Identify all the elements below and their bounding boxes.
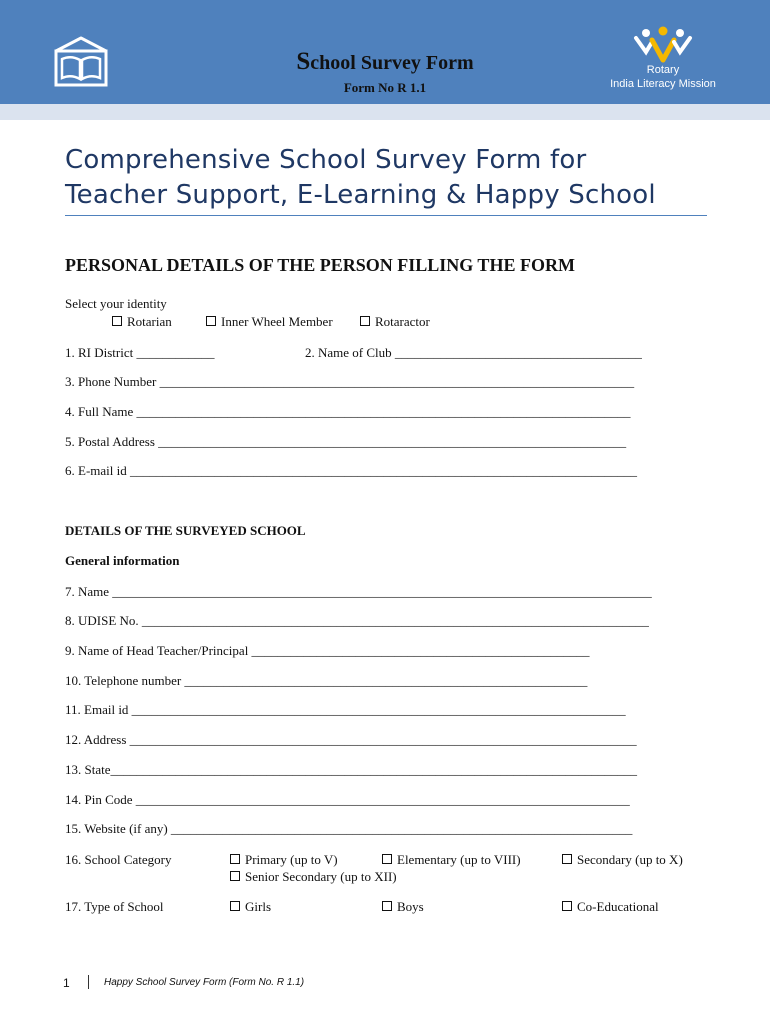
address-field[interactable]: 12. Address ______________________________________________________________________________ [65,732,637,747]
state-field[interactable]: 13. State_________________________________________________________________________________ [65,762,637,777]
option-rotarian[interactable]: Rotarian [112,314,172,330]
title-line-2: Teacher Support, E-Learning & Happy School [65,180,656,210]
option-rotaractor[interactable]: Rotaractor [360,314,430,330]
option-senior-secondary[interactable]: Senior Secondary (up to XII) [230,869,397,885]
ri-district-field[interactable]: 1. RI District ____________ [65,345,215,360]
option-girls[interactable]: Girls [230,899,271,915]
footer-divider [88,975,89,989]
personal-details-heading: PERSONAL DETAILS OF THE PERSON FILLING THE FORM [65,255,575,275]
email-field[interactable]: 6. E-mail id ______________________________________________________________________________ [65,463,637,478]
option-co-educational[interactable]: Co-Educational [562,899,659,915]
checkbox-icon[interactable] [562,854,572,864]
option-inner-wheel[interactable]: Inner Wheel Member [206,314,333,330]
checkbox-icon[interactable] [206,316,216,326]
option-boys[interactable]: Boys [382,899,424,915]
identity-label: Select your identity [65,296,167,311]
club-name-field[interactable]: 2. Name of Club ______________________________________ [305,345,642,360]
phone-field[interactable]: 3. Phone Number _________________________________________________________________________ [65,374,635,389]
title-line-1: Comprehensive School Survey Form for [65,145,587,175]
checkbox-icon[interactable] [562,901,572,911]
checkbox-icon[interactable] [230,871,240,881]
checkbox-icon[interactable] [112,316,122,326]
option-elementary[interactable]: Elementary (up to VIII) [382,852,521,868]
postal-address-field[interactable]: 5. Postal Address ________________________________________________________________________ [65,434,627,449]
website-field[interactable]: 15. Website (if any) _______________________________________________________________________ [65,821,633,836]
full-name-field[interactable]: 4. Full Name ____________________________________________________________________________ [65,404,631,419]
checkbox-icon[interactable] [382,901,392,911]
school-category-label: 16. School Category [65,852,172,867]
page-title [65,143,705,213]
telephone-field[interactable]: 10. Telephone number ______________________________________________________________ [65,673,588,688]
option-primary[interactable]: Primary (up to V) [230,852,338,868]
book-house-icon [50,35,112,87]
header-strip [0,104,770,120]
pin-code-field[interactable]: 14. Pin Code ____________________________________________________________________________ [65,792,630,807]
title-divider [65,215,707,216]
checkbox-icon[interactable] [230,854,240,864]
head-teacher-field[interactable]: 9. Name of Head Teacher/Principal ____________________________________________________ [65,643,590,658]
option-secondary[interactable]: Secondary (up to X) [562,852,683,868]
checkbox-icon[interactable] [382,854,392,864]
general-info-heading: General information [65,553,180,568]
page-number: 1 [63,976,70,990]
footer-text: Happy School Survey Form (Form No. R 1.1) [104,977,305,988]
school-type-label: 17. Type of School [65,899,164,914]
logo-name: Rotary [646,64,680,76]
school-email-field[interactable]: 11. Email id ____________________________________________________________________________ [65,702,626,717]
school-name-field[interactable]: 7. Name ___________________________________________________________________________________ [65,584,652,599]
school-details-heading: DETAILS OF THE SURVEYED SCHOOL [65,523,306,538]
form-title: School Survey Form [296,48,474,75]
checkbox-icon[interactable] [360,316,370,326]
logo-subtitle: India Literacy Mission [610,78,716,90]
rotary-figures-icon [630,26,696,66]
udise-field[interactable]: 8. UDISE No. ______________________________________________________________________________ [65,613,649,628]
checkbox-icon[interactable] [230,901,240,911]
form-number: Form No R 1.1 [343,80,427,95]
